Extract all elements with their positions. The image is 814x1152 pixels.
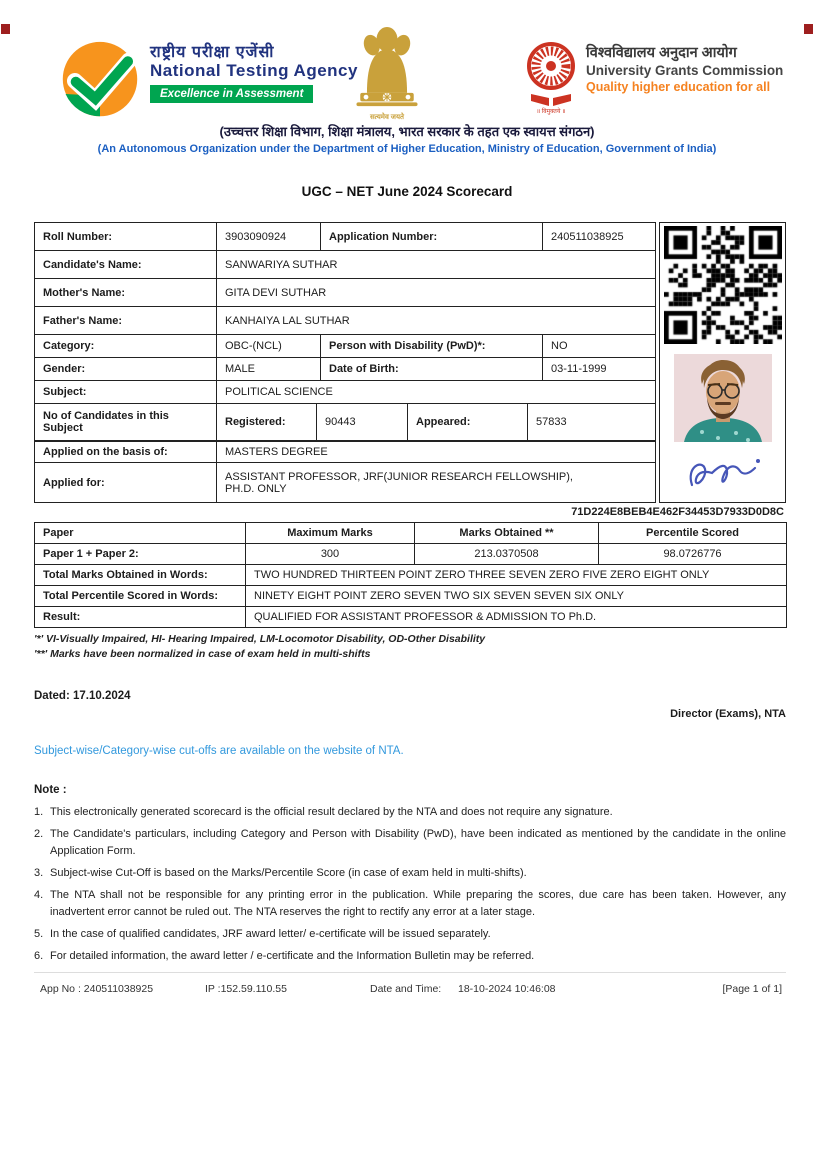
result-label: Result: bbox=[35, 607, 246, 628]
appeared-label: Appeared: bbox=[408, 403, 528, 441]
max-marks-value: 300 bbox=[246, 544, 415, 565]
nta-logo-icon bbox=[58, 40, 142, 125]
ugc-motto-glyph: ॥ विमुक्तये ॥ bbox=[536, 109, 566, 115]
ugc-logo-icon bbox=[525, 42, 577, 121]
table-row bbox=[35, 463, 656, 503]
marks-words-label: Total Marks Obtained in Words: bbox=[35, 565, 246, 586]
verification-hash: 71D224E8BEB4E462F34453D7933D0D8C bbox=[571, 506, 784, 518]
ugc-text-block bbox=[586, 42, 783, 94]
dob-label: Date of Birth: bbox=[321, 358, 543, 381]
footer-datetime-value: 18-10-2024 10:46:08 bbox=[458, 983, 556, 995]
percentile-words-value: NINETY EIGHT POINT ZERO SEVEN TWO SIX SEVEN SEVEN SIX ONLY bbox=[246, 586, 787, 607]
application-number-value: 240511038925 bbox=[543, 223, 656, 251]
candidates-count-label: No of Candidates in this Subject bbox=[35, 403, 217, 441]
gender-label: Gender: bbox=[35, 358, 217, 381]
list-item: 2. The Candidate's particulars, including Category and Person with Disability (PwD), have been indicated as mentioned by the candidate in the online Application Form. bbox=[34, 828, 786, 858]
table-row bbox=[35, 403, 656, 441]
ugc-name-hindi: विश्वविद्यालय अनुदान आयोग bbox=[586, 45, 737, 61]
page-corner-mark-left bbox=[1, 24, 10, 34]
footnote-normalized: '**' Marks have been normalized in case of exam held in multi-shifts bbox=[34, 648, 371, 660]
candidate-table-top bbox=[34, 222, 656, 404]
qr-code bbox=[664, 226, 782, 344]
page-corner-mark-right bbox=[804, 24, 813, 34]
marks-obtained-value: 213.0370508 bbox=[415, 544, 599, 565]
note-list bbox=[34, 804, 786, 965]
table-row bbox=[35, 307, 656, 335]
applied-basis-label: Applied on the basis of: bbox=[35, 441, 217, 463]
applied-for-value: ASSISTANT PROFESSOR, JRF(JUNIOR RESEARCH FELLOWSHIP), PH.D. ONLY bbox=[217, 463, 656, 503]
applied-for-label: Applied for: bbox=[35, 463, 217, 503]
content-area bbox=[34, 222, 786, 965]
nta-name-english: National Testing Agency bbox=[150, 61, 358, 80]
result-value: QUALIFIED FOR ASSISTANT PROFESSOR & ADMISSION TO Ph.D. bbox=[246, 607, 787, 628]
marks-header-obtained: Marks Obtained ** bbox=[415, 523, 599, 544]
paper-row-label: Paper 1 + Paper 2: bbox=[35, 544, 246, 565]
nta-tagline-banner: Excellence in Assessment bbox=[150, 85, 313, 103]
table-row bbox=[35, 381, 656, 404]
candidate-signature bbox=[676, 451, 770, 499]
candidate-photo bbox=[674, 354, 772, 442]
father-name-label: Father's Name: bbox=[35, 307, 217, 335]
table-row bbox=[35, 607, 787, 628]
pwd-label: Person with Disability (PwD)*: bbox=[321, 335, 543, 358]
emblem-of-india-icon bbox=[343, 97, 431, 114]
list-item: 1. This electronically generated scorecard is the official result declared by the NTA and does not require any signature. bbox=[34, 806, 613, 818]
mother-name-value: GITA DEVI SUTHAR bbox=[217, 279, 656, 307]
table-row bbox=[35, 358, 656, 381]
footer-app-no: App No : 240511038925 bbox=[40, 983, 154, 995]
gender-value: MALE bbox=[217, 358, 321, 381]
list-item: 4. The NTA shall not be responsible for any printing error in the publication. While preparing the scores, due care has been taken. However, any inadvertent error cannot be ruled out. The NTA reserves the right to rectify any error at a later stage. bbox=[34, 889, 786, 919]
table-row bbox=[35, 279, 656, 307]
candidate-info-section bbox=[34, 222, 786, 503]
category-value: OBC-(NCL) bbox=[217, 335, 321, 358]
director-signatory: Director (Exams), NTA bbox=[670, 708, 786, 720]
table-row bbox=[35, 441, 656, 463]
candidate-info-tables bbox=[34, 222, 655, 503]
footer-page-number: [Page 1 of 1] bbox=[722, 983, 782, 995]
percentile-value: 98.0726776 bbox=[599, 544, 787, 565]
footer-datetime-label: Date and Time: bbox=[370, 983, 442, 995]
registered-value: 90443 bbox=[317, 403, 408, 441]
dated-line: Dated: 17.10.2024 bbox=[34, 690, 131, 702]
dob-value: 03-11-1999 bbox=[543, 358, 656, 381]
org-line-english: (An Autonomous Organization under the Department of Higher Education, Ministry of Education, Government of India) bbox=[97, 143, 717, 155]
list-item: 3. Subject-wise Cut-Off is based on the Marks/Percentile Score (in case of exam held in multi-shifts). bbox=[34, 867, 527, 880]
footer-ip: IP :152.59.110.55 bbox=[205, 983, 287, 995]
table-row bbox=[35, 251, 656, 279]
appeared-value: 57833 bbox=[528, 403, 656, 441]
emblem-of-india-block bbox=[341, 26, 433, 122]
note-title: Note : bbox=[34, 784, 67, 796]
marks-header-max: Maximum Marks bbox=[246, 523, 415, 544]
application-number-label: Application Number: bbox=[321, 223, 543, 251]
percentile-words-label: Total Percentile Scored in Words: bbox=[35, 586, 246, 607]
table-row bbox=[35, 523, 787, 544]
category-label: Category: bbox=[35, 335, 217, 358]
registered-label: Registered: bbox=[217, 403, 317, 441]
ugc-logo-block bbox=[525, 42, 783, 121]
marks-words-value: TWO HUNDRED THIRTEEN POINT ZERO THREE SEVEN ZERO FIVE ZERO EIGHT ONLY bbox=[246, 565, 787, 586]
applied-basis-value: MASTERS DEGREE bbox=[217, 441, 656, 463]
father-name-value: KANHAIYA LAL SUTHAR bbox=[217, 307, 656, 335]
roll-number-label: Roll Number: bbox=[35, 223, 217, 251]
list-item: 6. For detailed information, the award letter / e-certificate and the Information Bulletin may be referred. bbox=[34, 950, 535, 963]
roll-number-value: 3903090924 bbox=[217, 223, 321, 251]
nta-text-block bbox=[150, 40, 358, 103]
cutoff-info-link[interactable]: Subject-wise/Category-wise cut-offs are available on the website of NTA. bbox=[34, 745, 404, 757]
table-row bbox=[35, 335, 656, 358]
table-row bbox=[35, 565, 787, 586]
mother-name-label: Mother's Name: bbox=[35, 279, 217, 307]
emblem-motto: सत्यमेव जयते bbox=[369, 114, 405, 121]
marks-header-paper: Paper bbox=[35, 523, 246, 544]
list-item: 5. In the case of qualified candidates, JRF award letter/ e-certificate will be issued separately. bbox=[34, 928, 491, 941]
marks-header-percentile: Percentile Scored bbox=[599, 523, 787, 544]
candidate-name-value: SANWARIYA SUTHAR bbox=[217, 251, 656, 279]
footnote-disability: '*' VI-Visually Impaired, HI- Hearing Impaired, LM-Locomotor Disability, OD-Other Disability bbox=[34, 633, 486, 645]
page-title: UGC – NET June 2024 Scorecard bbox=[301, 184, 513, 199]
table-row bbox=[35, 223, 656, 251]
candidate-table-counts bbox=[34, 403, 656, 442]
subject-label: Subject: bbox=[35, 381, 217, 404]
subject-value: POLITICAL SCIENCE bbox=[217, 381, 656, 404]
candidate-table-applied bbox=[34, 440, 656, 503]
nta-name-hindi: राष्ट्रीय परीक्षा एजेंसी bbox=[150, 44, 275, 61]
marks-table bbox=[34, 522, 787, 628]
ugc-tagline: Quality higher education for all bbox=[586, 80, 771, 94]
page-footer bbox=[34, 972, 786, 1002]
candidate-name-label: Candidate's Name: bbox=[35, 251, 217, 279]
nta-logo-block bbox=[58, 40, 358, 125]
ugc-name-english: University Grants Commission bbox=[586, 63, 784, 78]
table-row bbox=[35, 544, 787, 565]
pwd-value: NO bbox=[543, 335, 656, 358]
candidate-media-box bbox=[659, 222, 786, 503]
org-line-hindi: (उच्चत्तर शिक्षा विभाग, शिक्षा मंत्रालय, भारत सरकार के तहत एक स्वायत्त संगठन) bbox=[219, 124, 595, 139]
table-row bbox=[35, 586, 787, 607]
